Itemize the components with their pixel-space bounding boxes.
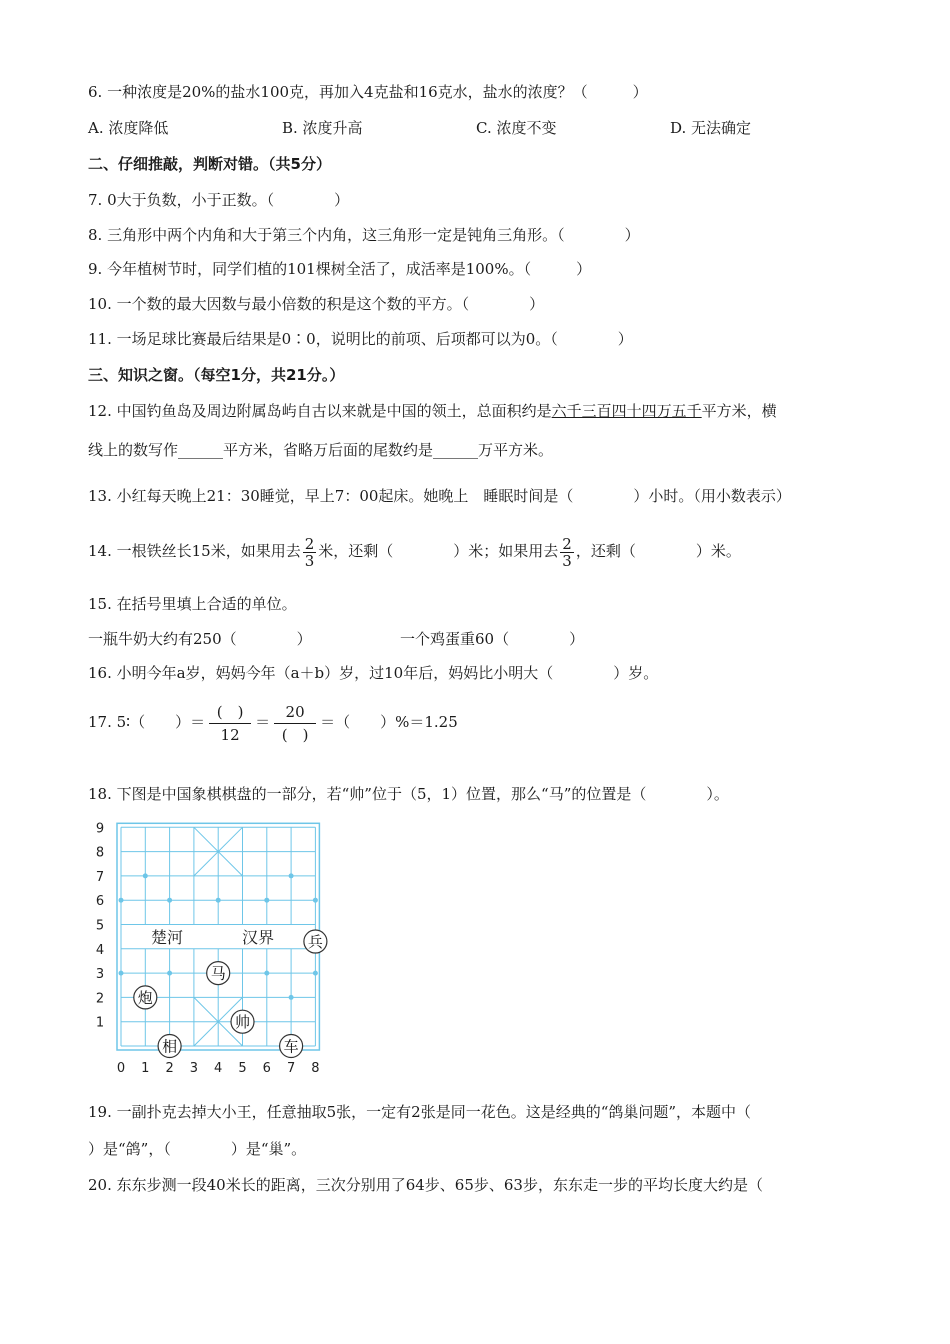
q6-option-d: D. 无法确定 xyxy=(670,119,752,137)
q14-fraction-1 xyxy=(303,536,317,569)
question-12-line-2: 线上的数写作______平方米，省略万后面的尾数约是______万平方米。 xyxy=(88,441,554,459)
question-20: 20. 东东步测一段40米长的距离，三次分别用了64步、65步、63步，东东走一步的平均长度大约是（ xyxy=(88,1176,763,1194)
chess-board xyxy=(88,818,338,1080)
q17-part-2: ＝（ ）%＝1.25 xyxy=(320,713,458,731)
chess-piece-label: 帅 xyxy=(234,1013,251,1032)
river-label-left: 楚河 xyxy=(150,928,184,947)
q17-frac1-num: ( ) xyxy=(209,701,251,724)
q14-frac1-num: 2 xyxy=(304,534,315,553)
position-marker xyxy=(167,898,172,903)
section-3-title: 三、知识之窗。（每空1分，共21分。） xyxy=(88,366,345,384)
question-16: 16. 小明今年a岁，妈妈今年（a＋b）岁，过10年后，妈妈比小明大（ ）岁。 xyxy=(88,664,659,682)
chess-piece-label: 车 xyxy=(283,1037,299,1056)
q17-equals: ＝ xyxy=(255,713,271,731)
chess-piece-label: 炮 xyxy=(137,988,153,1007)
position-marker xyxy=(264,971,269,976)
q14-part-1: 14. 一根铁丝长15米，如果用去 xyxy=(88,542,301,560)
y-axis-label: 3 xyxy=(95,967,105,983)
question-18: 18. 下图是中国象棋棋盘的一部分，若“帅”位于（5，1）位置，那么“马”的位置是（ ）。 xyxy=(88,785,729,803)
q12-pre: 12. 中国钓鱼岛及周边附属岛屿自古以来就是中国的领土，总面积约是 xyxy=(88,402,552,420)
x-axis-label: 5 xyxy=(238,1061,247,1076)
question-12 xyxy=(88,401,777,421)
question-19-line-1: 19. 一副扑克去掉大小王，任意抽取5张，一定有2张是同一花色。这是经典的“鸽巢问题”，本题中（ xyxy=(88,1103,752,1121)
river-label-right: 汉界 xyxy=(241,928,275,947)
position-marker xyxy=(264,898,269,903)
question-19-line-2: ）是“鸽”，（ ）是“巢”。 xyxy=(88,1140,307,1158)
question-11: 11. 一场足球比赛最后结果是0∶0，说明比的前项、后项都可以为0。（ ） xyxy=(88,330,633,348)
x-axis-label: 4 xyxy=(214,1061,223,1076)
q17-frac2-num: 20 xyxy=(274,701,316,724)
q14-frac2-num: 2 xyxy=(562,534,572,553)
question-14 xyxy=(88,534,741,569)
y-axis-label: 2 xyxy=(95,991,105,1007)
position-marker xyxy=(167,971,172,976)
question-8: 8. 三角形中两个内角和大于第三个内角，这三角形一定是钝角三角形。（ ） xyxy=(88,226,640,244)
y-axis-label: 9 xyxy=(95,821,105,837)
position-marker xyxy=(313,898,318,903)
x-axis-label: 3 xyxy=(189,1061,199,1076)
board-grid xyxy=(117,823,319,1050)
y-axis-label: 7 xyxy=(95,869,105,885)
chess-piece-label: 兵 xyxy=(307,933,323,952)
question-6: 6. 一种浓度是20%的盐水100克，再加入4克盐和16克水，盐水的浓度？（ ） xyxy=(88,83,648,101)
position-marker xyxy=(313,971,318,976)
question-15-b: 一个鸡蛋重60（ ） xyxy=(400,630,585,648)
q14-part-2: 米，还剩（ ）米；如果用去 xyxy=(318,542,559,560)
question-9: 9. 今年植树节时，同学们植的101棵树全活了，成活率是100%。（ ） xyxy=(88,260,592,278)
question-7: 7. 0大于负数，小于正数。（ ） xyxy=(88,191,350,209)
position-marker xyxy=(289,995,294,1000)
q17-fraction-2 xyxy=(274,701,316,746)
position-marker xyxy=(216,898,221,903)
question-17 xyxy=(88,700,458,746)
chess-piece-label: 相 xyxy=(162,1037,178,1056)
y-axis-label: 4 xyxy=(95,942,105,958)
q17-part-1: 17. 5∶（ ）＝ xyxy=(88,713,206,731)
x-axis-label: 1 xyxy=(141,1061,150,1076)
q14-fraction-2 xyxy=(560,536,574,569)
q17-frac2-den: ( ) xyxy=(281,725,309,744)
x-axis-label: 0 xyxy=(116,1061,126,1076)
q12-post: 平方米，横 xyxy=(701,402,777,420)
x-axis-label: 6 xyxy=(262,1061,271,1076)
q6-option-a: A. 浓度降低 xyxy=(88,119,169,137)
question-13: 13. 小红每天晚上21：30睡觉，早上7：00起床。她晚上 睡眠时间是（ ）小时。（用小数表示） xyxy=(88,487,791,505)
question-15-a: 一瓶牛奶大约有250（ ） xyxy=(88,630,312,648)
q6-option-c: C. 浓度不变 xyxy=(476,119,557,137)
y-axis-label: 8 xyxy=(95,845,105,861)
question-10: 10. 一个数的最大因数与最小倍数的积是这个数的平方。（ ） xyxy=(88,295,545,313)
position-marker xyxy=(119,971,124,976)
q14-part-3: ，还剩（ ）米。 xyxy=(575,542,741,560)
x-axis-label: 7 xyxy=(286,1061,296,1076)
chess-piece-label: 马 xyxy=(210,964,226,983)
y-axis-label: 6 xyxy=(95,894,105,910)
q12-underlined: 六千三百四十四万五千 xyxy=(551,402,702,420)
q6-option-b: B. 浓度升高 xyxy=(282,119,363,137)
q14-frac2-den: 3 xyxy=(562,551,572,570)
q14-frac1-den: 3 xyxy=(304,551,315,570)
section-2-title: 二、仔细推敲，判断对错。（共5分） xyxy=(88,155,331,173)
position-marker xyxy=(143,873,148,878)
question-15: 15. 在括号里填上合适的单位。 xyxy=(88,595,297,613)
y-axis-label: 1 xyxy=(95,1015,105,1031)
x-axis-label: 2 xyxy=(165,1061,174,1076)
x-axis-label: 8 xyxy=(311,1061,320,1076)
position-marker xyxy=(289,873,294,878)
y-axis-label: 5 xyxy=(95,918,105,934)
q17-frac1-den: 12 xyxy=(220,725,240,744)
q17-fraction-1 xyxy=(209,701,251,746)
position-marker xyxy=(119,898,124,903)
